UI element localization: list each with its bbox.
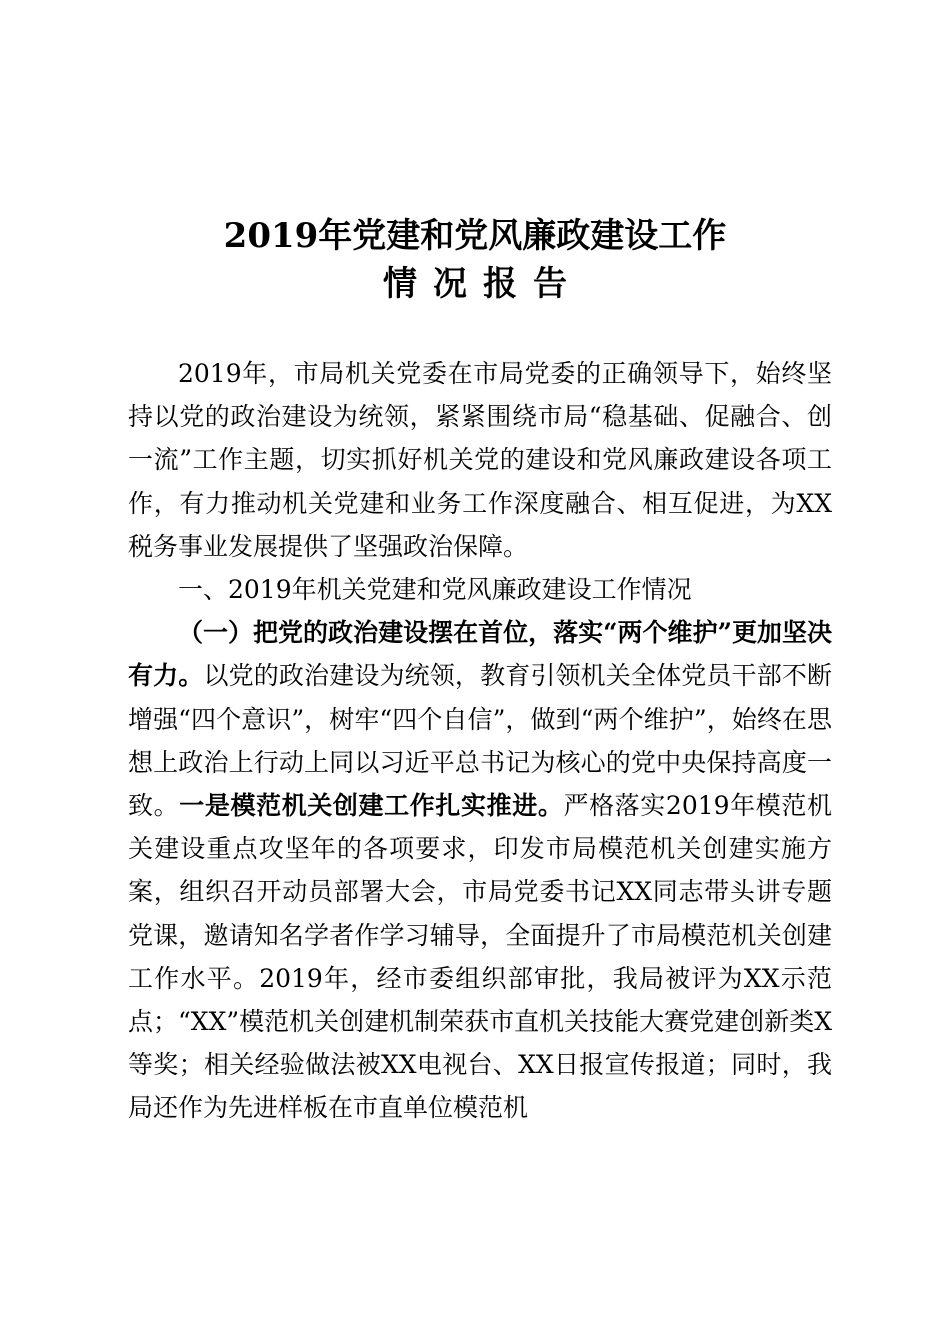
subsection-1-point-1: 一是模范机关创建工作扎实推进。 xyxy=(179,791,564,821)
document-title-line-2: 情况报告 xyxy=(383,264,583,304)
document-body xyxy=(128,352,832,1130)
subsection-1-title: （一）把党的政治建设摆在首位，落实“两个维护”更加坚决有力。 xyxy=(128,618,832,691)
section-heading-1: 一、2019年机关党建和党风廉政建设工作情况 xyxy=(178,575,692,605)
subsection-1-paragraph xyxy=(128,611,832,1129)
subsection-1-text-b: 严格落实2019年模范机关建设重点攻坚年的各项要求，印发市局模范机关创建实施方案，组织召开动员部署大会，市局党委书记XX同志带头讲专题党课，邀请知名学者作学习辅导，全面提升了市局模范机关创建工作水平。2019年，经市委组织部审批，我局被评为XX示范点；“XX”模范机关创建机制荣获市直机关技能大赛党建创新类X等奖；相关经验做法被XX电视台、XX日报宣传报道；同时，我局还作为先进样板在市直单位模范机 xyxy=(128,791,832,1123)
subsection-1-text-a: 以党的政治建设为统领，教育引领机关全体党员干部不断增强“四个意识”，树牢“四个自信”，做到“两个维护”，始终在思想上政治上行动上同以习近平总书记为核心的党中央保持高度一致。 xyxy=(128,661,832,821)
intro-paragraph: 2019年，市局机关党委在市局党委的正确领导下，始终坚持以党的政治建设为统领，紧紧围绕市局“稳基础、促融合、创一流”工作主题，切实抓好机关党的建设和党风廉政建设各项工作，有力推动机关党建和业务工作深度融合、相互促进，为XX税务事业发展提供了坚强政治保障。 xyxy=(128,359,832,561)
document-title-line-1: 2019年党建和党风廉政建设工作 xyxy=(223,216,727,256)
